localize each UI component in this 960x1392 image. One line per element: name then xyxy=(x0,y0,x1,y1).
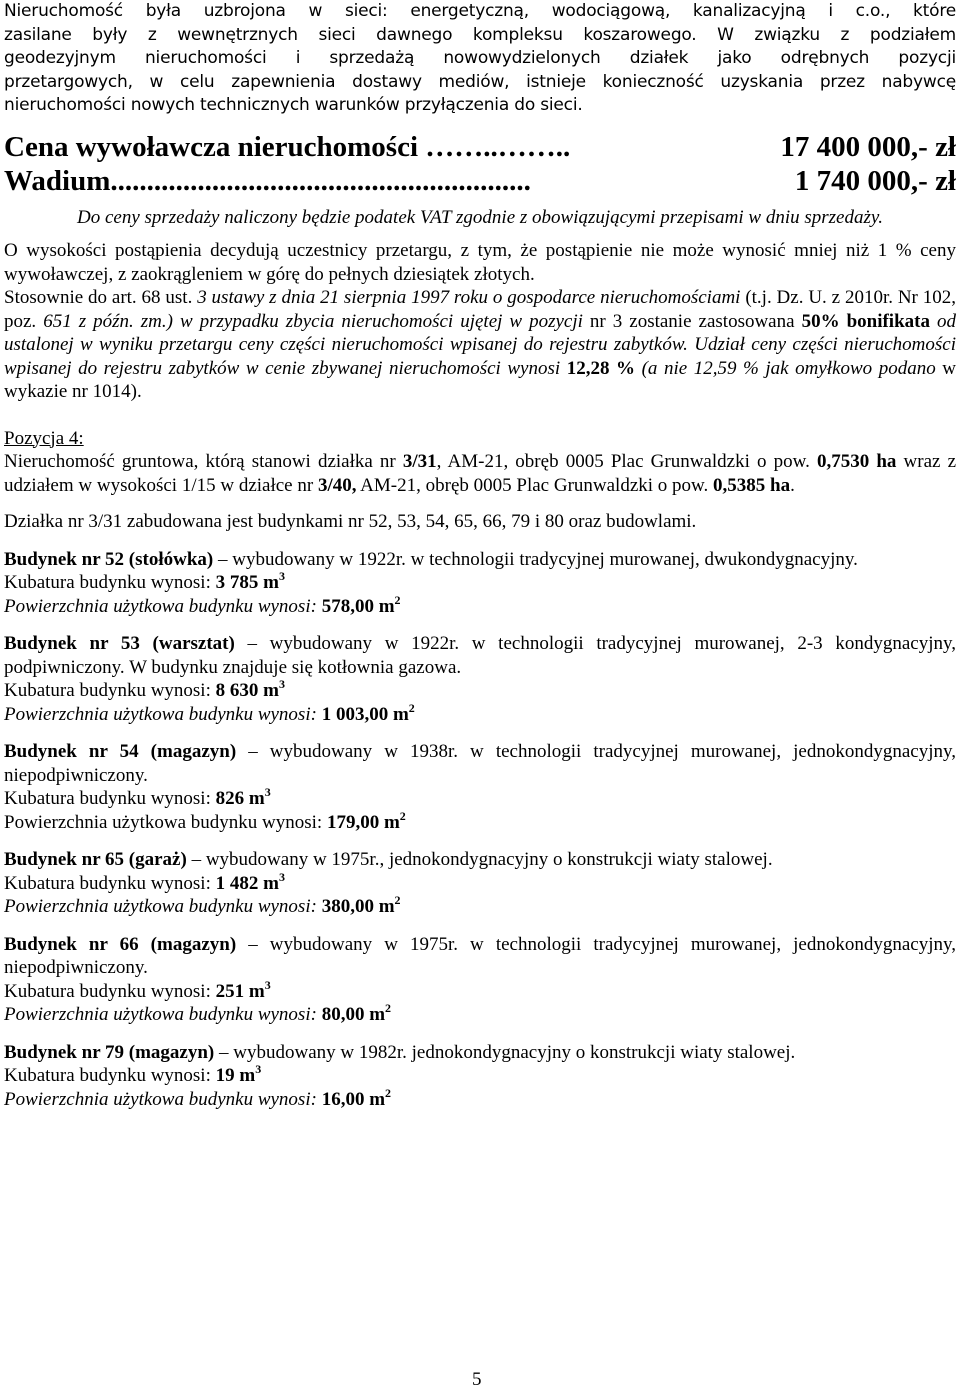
building-description xyxy=(4,933,956,980)
building-description xyxy=(4,740,956,787)
building-area xyxy=(4,808,956,835)
page-number: 5 xyxy=(472,1369,482,1390)
legal-text: od ustalonej w wyniku przetargu ceny części nieruchomości wpisanej do rejestru zabytków. xyxy=(4,310,956,355)
legal-text: (a nie 12,59 % jak omyłkowo podano xyxy=(635,357,936,379)
parcel-area: 0,7530 ha xyxy=(816,451,897,472)
cubature-value: 1 482 m xyxy=(215,872,279,894)
building-name: Budynek nr 79 (magazyn) xyxy=(4,1041,215,1063)
vat-note: Do ceny sprzedaży naliczony będzie podatek VAT zgodnie z obowiązującymi przepisami w dniu sprzedaży. xyxy=(76,206,883,228)
building-details: – wybudowany w 1975r. w technologii tradycyjnej murowanej, jednokondygnacyjny, niepodpiwniczony. xyxy=(4,933,957,978)
building-details: – wybudowany w 1975r., jednokondygnacyjny o konstrukcji wiaty stalowej. xyxy=(186,849,773,870)
building-details: – wybudowany w 1922r. w technologii tradycyjnej murowanej, dwukondygnacyjny. xyxy=(213,548,858,570)
area-value: 80,00 m xyxy=(321,1004,386,1025)
building-area xyxy=(4,700,956,727)
cubature-label: Kubatura budynku wynosi: xyxy=(4,980,216,1002)
cubature-value: 826 m xyxy=(215,788,265,809)
cubature-value: 251 m xyxy=(215,980,265,1002)
legal-text: Udział ceny części nieruchomości wpisanej do rejestru zabytków w cenie zbywanej nieruchomości wynosi xyxy=(4,334,956,379)
legal-text: w wykazie nr 1014). xyxy=(4,357,957,402)
legal-share: 12,28 % xyxy=(566,357,636,379)
document-page xyxy=(4,0,956,1111)
building-description xyxy=(4,848,956,872)
cubic-unit-sup: 3 xyxy=(255,1062,262,1076)
building-name: Budynek nr 53 (warsztat) xyxy=(4,633,235,654)
cubic-unit-sup: 3 xyxy=(278,869,285,884)
parcel-area: 0,5385 ha xyxy=(713,474,791,496)
buildings-intro: Działka nr 3/31 zabudowana jest budynkami nr 52, 53, 54, 65, 66, 79 i 80 oraz budowlami. xyxy=(4,511,697,532)
building-description xyxy=(4,632,956,679)
intro-line: geodezyjnym nieruchomości i sprzedażą nowowydzielonych działek jako odrębnych pozycji xyxy=(4,48,956,68)
building-entry xyxy=(4,1041,956,1112)
building-entry xyxy=(4,740,956,834)
building-description xyxy=(4,1041,956,1065)
cubature-value: 19 m xyxy=(215,1065,256,1086)
area-value: 380,00 m xyxy=(321,896,395,917)
area-value: 1 003,00 m xyxy=(321,703,409,725)
square-unit-sup: 2 xyxy=(399,808,406,823)
legal-text: (t.j. Dz. U. z 2010r. Nr 102, poz. xyxy=(4,287,956,332)
cubic-unit-sup: 3 xyxy=(264,785,271,799)
building-area xyxy=(4,1003,956,1027)
deposit-label: Wadium.......................................................... xyxy=(4,164,531,197)
area-label: Powierzchnia użytkowa budynku wynosi: xyxy=(4,1088,322,1110)
building-entry xyxy=(4,933,956,1027)
deposit-row xyxy=(4,164,956,198)
legal-bonus: 50% bonifikata xyxy=(801,310,930,332)
area-label: Powierzchnia użytkowa budynku wynosi: xyxy=(4,1004,322,1025)
building-cubature xyxy=(4,571,956,595)
intro-line: Nieruchomość była uzbrojona w sieci: energetyczną, wodociągową, kanalizacyjną i c.o., które xyxy=(4,1,956,21)
square-unit-sup: 2 xyxy=(394,893,401,907)
parcel-number: 3/40, xyxy=(317,474,357,496)
building-name: Budynek nr 65 (garaż) xyxy=(4,849,187,870)
building-name: Budynek nr 66 (magazyn) xyxy=(4,933,237,955)
legal-text: nr 3 zostanie zastosowana xyxy=(582,310,802,332)
area-value: 179,00 m xyxy=(326,811,400,833)
area-label: Powierzchnia użytkowa budynku wynosi: xyxy=(4,703,322,725)
position-text: . xyxy=(790,474,795,496)
position-description xyxy=(4,450,956,497)
legal-text: 651 z późn. zm. xyxy=(43,310,167,332)
building-area xyxy=(4,1085,956,1112)
legal-text: 3 ustawy z dnia 21 sierpnia 1997 roku o gospodarce nieruchomościami xyxy=(197,287,741,308)
cubic-unit-sup: 3 xyxy=(278,569,285,583)
cubature-label: Kubatura budynku wynosi: xyxy=(4,572,216,593)
area-value: 16,00 m xyxy=(321,1088,386,1110)
legal-text: ) w przypadku zbycia nieruchomości ujętej w pozycji xyxy=(166,310,583,332)
building-cubature xyxy=(4,977,956,1004)
building-cubature xyxy=(4,679,956,703)
square-unit-sup: 2 xyxy=(394,592,401,607)
square-unit-sup: 2 xyxy=(385,1001,392,1015)
intro-line: przetargowych, w celu zapewnienia dostawy mediów, istnieje konieczność uzyskania przez nabywcę xyxy=(4,71,956,92)
position-text: AM-21, obręb 0005 Plac Grunwaldzki o pow. xyxy=(356,474,714,496)
cubic-unit-sup: 3 xyxy=(278,677,285,691)
area-label: Powierzchnia użytkowa budynku wynosi: xyxy=(4,811,327,833)
building-entry xyxy=(4,848,956,919)
bidding-paragraph: O wysokości postąpienia decydują uczestnicy przetargu, z tym, że postąpienie nie może wynosić mniej niż 1 % ceny wywoławczej, z zaokrągleniem w górę do pełnych dziesiątek złotych. xyxy=(4,240,956,285)
position-text: Nieruchomość gruntowa, którą stanowi działka nr xyxy=(4,451,403,472)
building-name: Budynek nr 52 (stołówka) xyxy=(4,548,214,570)
intro-line: nieruchomości nowych technicznych warunków przyłączenia do sieci. xyxy=(4,95,583,115)
building-description xyxy=(4,548,956,572)
parcel-number: 3/31 xyxy=(402,451,437,472)
legal-paragraph xyxy=(4,286,956,404)
cubature-label: Kubatura budynku wynosi: xyxy=(4,788,216,809)
position-text: wraz z udziałem w wysokości 1/15 w działce nr xyxy=(4,451,957,496)
cubature-label: Kubatura budynku wynosi: xyxy=(4,680,216,701)
building-details: – wybudowany w 1982r. jednokondygnacyjny o konstrukcji wiaty stalowej. xyxy=(214,1041,796,1063)
area-label: Powierzchnia użytkowa budynku wynosi: xyxy=(4,896,322,917)
building-area xyxy=(4,895,956,919)
building-cubature xyxy=(4,787,956,811)
intro-line: zasilane były z wewnętrznych sieci dawnego kompleksu koszarowego. W związku z podziałem xyxy=(4,24,956,45)
cubature-label: Kubatura budynku wynosi: xyxy=(4,1065,216,1086)
cubature-value: 3 785 m xyxy=(215,572,279,593)
area-label: Powierzchnia użytkowa budynku wynosi: xyxy=(4,595,322,617)
price-row xyxy=(4,130,956,164)
cubature-value: 8 630 m xyxy=(215,680,279,701)
building-entry xyxy=(4,548,956,619)
position-text: , AM-21, obręb 0005 Plac Grunwaldzki o pow. xyxy=(436,451,810,472)
square-unit-sup: 2 xyxy=(408,700,415,715)
building-name: Budynek nr 54 (magazyn) xyxy=(4,741,237,762)
cubature-label: Kubatura budynku wynosi: xyxy=(4,872,216,894)
price-label: Cena wywoławcza nieruchomości ……..…….. xyxy=(4,130,571,163)
cubic-unit-sup: 3 xyxy=(264,977,271,992)
legal-text: Stosownie do art. 68 ust. xyxy=(4,287,198,308)
building-cubature xyxy=(4,869,956,896)
position-heading: Pozycja 4: xyxy=(4,427,84,449)
price-value: 17 400 000,- zł xyxy=(780,130,956,163)
deposit-value: 1 740 000,- zł xyxy=(794,164,956,197)
building-area xyxy=(4,592,956,619)
building-details: – wybudowany w 1938r. w technologii tradycyjnej murowanej, jednokondygnacyjny, niepodpiwniczony. xyxy=(4,741,957,786)
building-details: – wybudowany w 1922r. w technologii tradycyjnej murowanej, 2-3 kondygnacyjny, podpiwniczony. W budynku znajduje się kotłownia gazowa. xyxy=(4,633,956,678)
buildings-list xyxy=(4,548,956,1112)
area-value: 578,00 m xyxy=(321,595,395,617)
building-cubature xyxy=(4,1064,956,1088)
intro-paragraph xyxy=(4,0,956,118)
building-entry xyxy=(4,632,956,726)
square-unit-sup: 2 xyxy=(385,1085,392,1100)
